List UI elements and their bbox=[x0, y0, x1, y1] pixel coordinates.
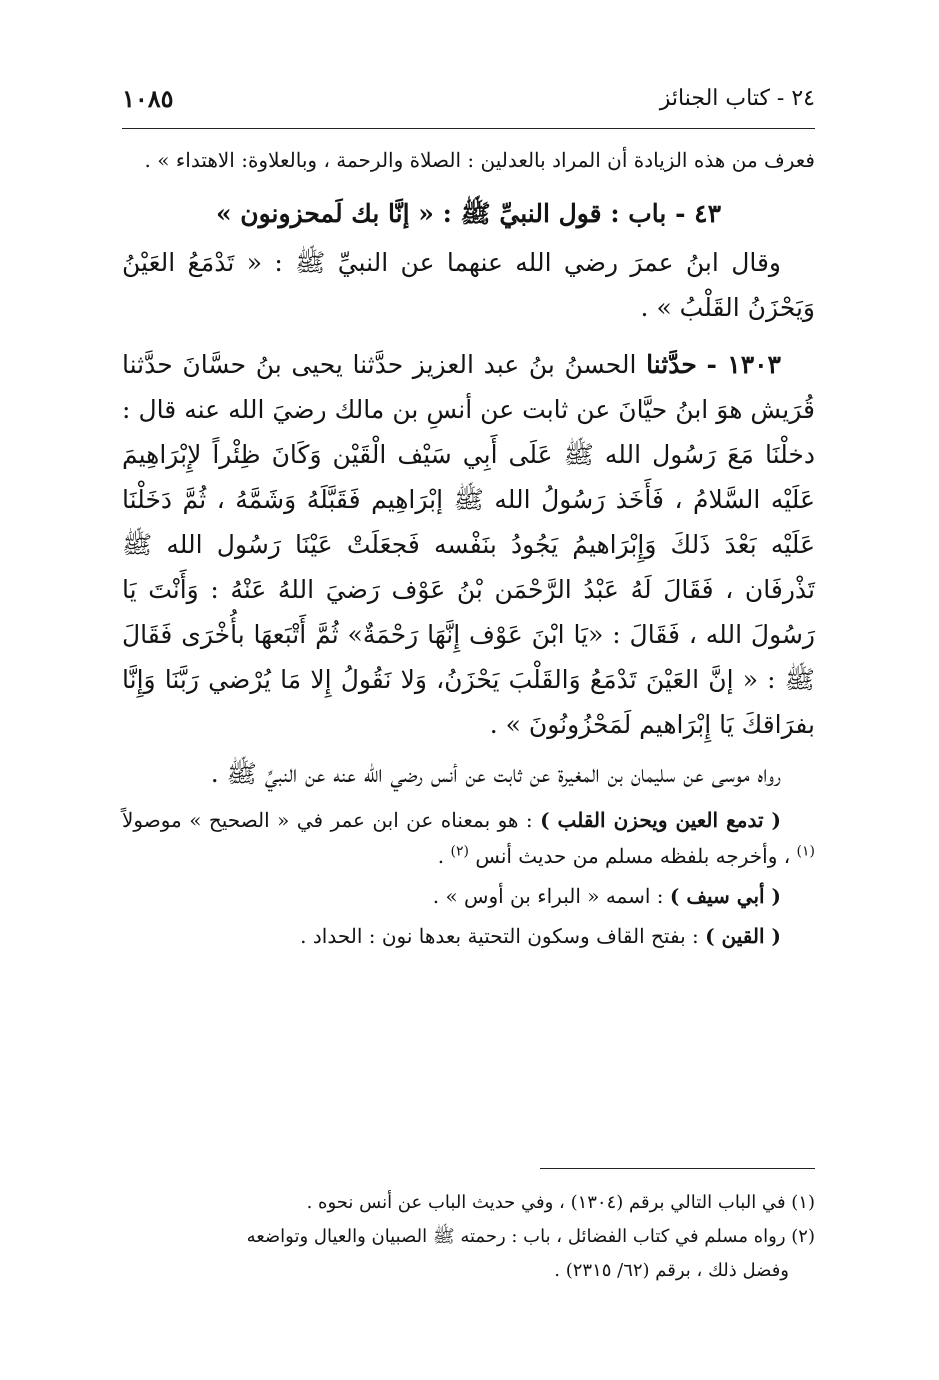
riwaya-paragraph: رواه موسى عن سليمان بن المغيرة عن ثابت عن أنس رضي الله عنه عن النبيِّ ﷺ . bbox=[210, 759, 781, 788]
comment-term: ( القين ) bbox=[705, 924, 781, 948]
comment-item bbox=[122, 918, 815, 954]
page-number: ١٠٨٥ bbox=[122, 84, 174, 113]
comment-item bbox=[122, 802, 815, 874]
hadith-number: ١٣٠٣ - bbox=[706, 350, 781, 379]
footnote-2-continued: وفضل ذلك ، برقم (٦٢/ ٢٣١٥) . bbox=[554, 1260, 789, 1281]
footnote-ref[interactable]: (٢) bbox=[450, 843, 469, 860]
comment-text: : بفتح القاف وسكون التحتية بعدها نون : الحداد . bbox=[300, 924, 699, 948]
hadith-paragraph bbox=[122, 342, 815, 747]
hadith-text: الحسنُ بنُ عبد العزيز حدَّثنا يحيى بنُ حسَّانَ حدَّثنا قُرَيش هوَ ابنُ حيَّانَ عن ثابت عن أنسِ بن مالك رضيَ الله عنه قال : دخلْنَا مَعَ رَسُول الله ﷺ عَلَى أَبِي سَيْف الْقَيْن وَكَانَ ظِئْراً لإِبْرَاهِيمَ عَلَيْه السَّلامُ ، فَأَخَذ رَسُولُ الله ﷺ إبْرَاهِيم فَقَبَّلَهُ وَشَمَّهُ ، ثُمَّ دَخَلْنَا عَلَيْه بَعْدَ ذَلكَ وَإِبْرَاهيمُ يَجُودُ بنَفْسه فَجعَلَتْ عَيْنَا رَسُول الله ﷺ تَذْرفَان ، فَقَالَ لَهُ عَبْدُ الرَّحْمَن بْنُ عَوْف رَضيَ اللهُ عَنْهُ : وَأَنْتَ يَا رَسُولَ الله ، فَقَالَ : «يَا ابْنَ عَوْف إِنَّهَا رَحْمَةٌ» ثُمَّ أَتْبَعهَا بأُخْرَى فَقَالَ ﷺ : « إنَّ العَيْنَ تَدْمَعُ وَالقَلْبَ يَحْزَنُ، وَلا نَقُولُ إِلا مَا يُرْضي رَبَّنَا وَإِنَّا بفرَاقكَ يَا إِبْرَاهيم لَمَحْزُونُونَ » . bbox=[122, 350, 815, 739]
comment-term: ( أبي سيف ) bbox=[669, 884, 781, 908]
comment-text: ، وأخرجه بلفظه مسلم من حديث أنس bbox=[475, 844, 791, 868]
comment-text: : هو بمعناه عن ابن عمر في « الصحيح » موصولاً bbox=[122, 808, 533, 832]
main-text bbox=[122, 140, 815, 954]
hadith-opening: حدَّثنا bbox=[646, 350, 697, 379]
footnote-2: (٢) رواه مسلم في كتاب الفضائل ، باب : رحمته ﷺ الصبيان والعيال وتواضعه bbox=[246, 1226, 815, 1247]
comment-item bbox=[122, 878, 815, 914]
footnote-1: (١) في الباب التالي برقم (١٣٠٤) ، وفي حديث الباب عن أنس نحوه . bbox=[306, 1192, 815, 1213]
comment-text: . bbox=[437, 844, 445, 868]
footnotes bbox=[122, 1186, 815, 1288]
header-divider bbox=[122, 128, 815, 129]
chapter-title: ٢٤ - كتاب الجنائز bbox=[659, 86, 815, 111]
page-header bbox=[122, 82, 815, 126]
muallaq-paragraph: وقال ابنُ عمرَ رضي الله عنهما عن النبيِّ ﷺ : « تَدْمَعُ العَيْنُ وَيَحْزَنُ القَلْبُ » . bbox=[122, 248, 815, 322]
comment-term: ( تدمع العين ويحزن القلب ) bbox=[540, 808, 782, 832]
chapter-heading: ٤٣ - باب : قول النبيِّ ﷺ : « إنَّا بك لَمحزونون » bbox=[215, 199, 722, 228]
comment-text: : اسمه « البراء بن أوس » . bbox=[432, 884, 664, 908]
intro-paragraph: فعرف من هذه الزيادة أن المراد بالعدلين : الصلاة والرحمة ، وبالعلاوة: الاهتداء » . bbox=[144, 148, 815, 172]
footnote-divider bbox=[540, 1168, 815, 1169]
footnote-ref[interactable]: (١) bbox=[796, 843, 815, 860]
